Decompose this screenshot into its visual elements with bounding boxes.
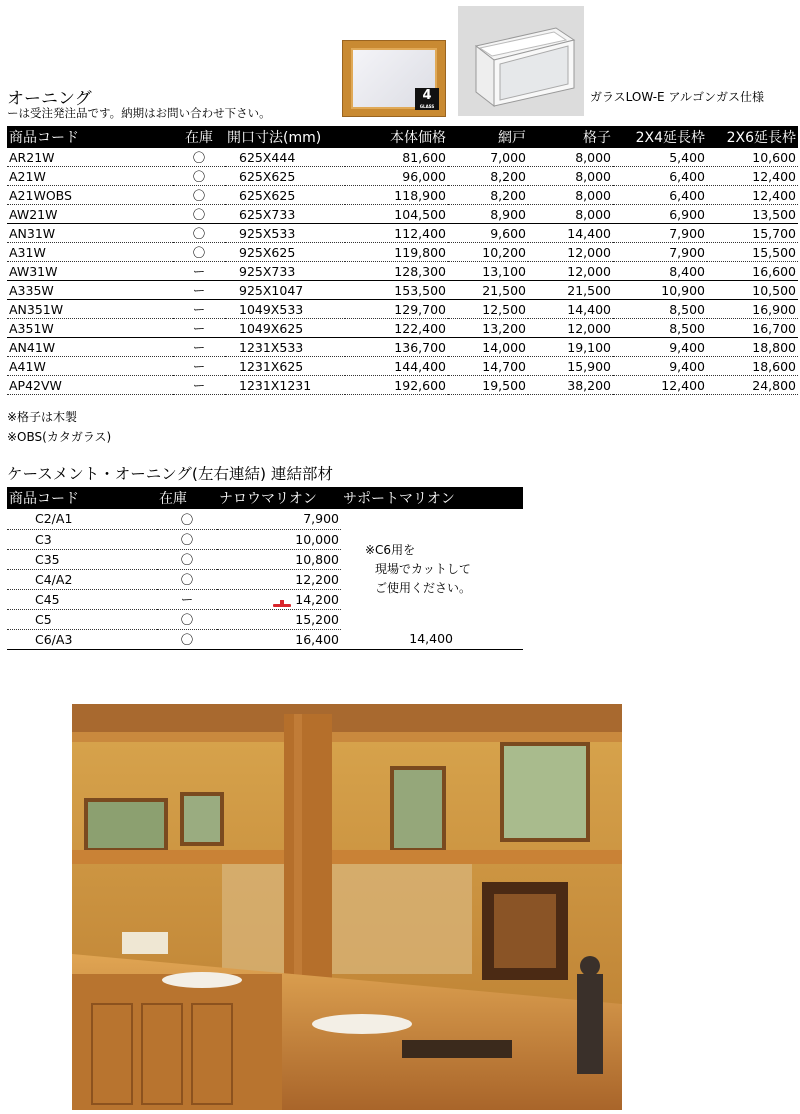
product-code: C4/A2 [7,569,157,589]
screen-price: 12,500 [448,300,528,319]
ext-2x6-price: 16,600 [707,262,798,281]
unit-price: 96,000 [345,167,448,186]
grille-price: 38,200 [528,376,613,395]
grille-price: 14,400 [528,300,613,319]
stamp-icon [271,596,293,605]
footnote-obs: ※OBS(カタガラス) [7,430,112,444]
ext-2x6-price: 10,500 [707,281,798,300]
table-row [7,357,798,376]
support-mullion-price [341,509,523,529]
unit-price: 153,500 [345,281,448,300]
ext-2x4-price: 6,900 [613,205,707,224]
stock-status: ー [173,300,225,319]
table-header-row [7,487,523,509]
col-code: 商品コード [7,487,157,509]
support-mullion-price [341,609,523,629]
ext-2x6-price: 13,500 [707,205,798,224]
product-code: C6/A3 [7,629,157,649]
stock-status: ー [173,319,225,338]
screen-price: 8,900 [448,205,528,224]
narrow-mullion-price: 14,200 [217,589,341,609]
table-row [7,609,523,629]
stock-status: 〇 [173,205,225,224]
unit-price: 129,700 [345,300,448,319]
grille-price: 8,000 [528,167,613,186]
ext-2x4-price: 9,400 [613,357,707,376]
product-code: A21WOBS [7,186,173,205]
narrow-mullion-price: 10,000 [217,529,341,549]
glass-badge-icon: 4 GLASS [415,88,439,110]
screen-price: 13,100 [448,262,528,281]
stock-status: 〇 [173,186,225,205]
table-row [7,300,798,319]
screen-price: 19,500 [448,376,528,395]
grille-price: 12,000 [528,319,613,338]
opening-size: 925X533 [225,224,345,243]
grille-price: 8,000 [528,205,613,224]
product-code: AN41W [7,338,173,357]
ext-2x4-price: 10,900 [613,281,707,300]
stock-status: ー [173,338,225,357]
mullion-title: ケースメント・オーニング(左右連結) 連結部材 [7,465,333,483]
opening-size: 925X625 [225,243,345,262]
table-row [7,167,798,186]
grille-price: 8,000 [528,186,613,205]
ext-2x4-price: 12,400 [613,376,707,395]
col-price: 本体価格 [345,126,448,148]
product-code: AW31W [7,262,173,281]
ext-2x4-price: 8,500 [613,319,707,338]
opening-size: 625X625 [225,186,345,205]
table-row [7,281,798,300]
product-code: C35 [7,549,157,569]
col-grille: 格子 [528,126,613,148]
unit-price: 112,400 [345,224,448,243]
opening-size: 925X733 [225,262,345,281]
col-ext-2x4: 2X4延長枠 [613,126,707,148]
ext-2x6-price: 18,800 [707,338,798,357]
product-code: AN31W [7,224,173,243]
narrow-mullion-price: 7,900 [217,509,341,529]
stock-status: 〇 [157,509,217,529]
table-row [7,629,523,649]
table-row [7,205,798,224]
ext-2x4-price: 6,400 [613,167,707,186]
narrow-mullion-price: 15,200 [217,609,341,629]
table-row [7,509,523,529]
window-frame-diagram-image [458,6,584,116]
ext-2x4-price: 6,400 [613,186,707,205]
opening-size: 625X444 [225,148,345,167]
unit-price: 104,500 [345,205,448,224]
table-row [7,319,798,338]
opening-size: 625X625 [225,167,345,186]
stock-status: 〇 [157,529,217,549]
product-code: A41W [7,357,173,376]
awning-title: オーニング [7,89,92,109]
screen-price: 14,000 [448,338,528,357]
table-row [7,338,798,357]
grille-price: 12,000 [528,243,613,262]
ext-2x6-price: 15,700 [707,224,798,243]
product-code: A31W [7,243,173,262]
stock-status: ー [173,376,225,395]
ext-2x6-price: 18,600 [707,357,798,376]
product-code: AW21W [7,205,173,224]
screen-price: 8,200 [448,167,528,186]
stock-status: 〇 [173,148,225,167]
product-code: A335W [7,281,173,300]
opening-size: 1049X533 [225,300,345,319]
ext-2x4-price: 9,400 [613,338,707,357]
table-row [7,186,798,205]
screen-price: 10,200 [448,243,528,262]
ext-2x4-price: 8,500 [613,300,707,319]
unit-price: 136,700 [345,338,448,357]
grille-price: 21,500 [528,281,613,300]
product-code: C5 [7,609,157,629]
col-code: 商品コード [7,126,173,148]
order-note: ーは受注発注品です。納期はお問い合わせ下さい。 [7,106,271,120]
ext-2x6-price: 10,600 [707,148,798,167]
grille-price: 12,000 [528,262,613,281]
col-narrow-mullion: ナロウマリオン [217,487,341,509]
screen-price: 9,600 [448,224,528,243]
product-code: AP42VW [7,376,173,395]
awning-price-table [7,126,798,395]
opening-size: 1231X533 [225,338,345,357]
table-row [7,262,798,281]
stock-status: 〇 [173,167,225,186]
grille-price: 8,000 [528,148,613,167]
ext-2x6-price: 12,400 [707,186,798,205]
screen-price: 21,500 [448,281,528,300]
grille-price: 19,100 [528,338,613,357]
table-row [7,224,798,243]
glass-spec-note: ガラスLOW-E アルゴンガス仕様 [590,90,764,104]
opening-size: 925X1047 [225,281,345,300]
product-code: A351W [7,319,173,338]
ext-2x6-price: 15,500 [707,243,798,262]
ext-2x6-price: 12,400 [707,167,798,186]
col-stock: 在庫 [173,126,225,148]
support-mullion-price: 14,400 [341,629,523,649]
table-row [7,243,798,262]
c6-cut-note: ※C6用を 現場でカットして ご使用ください。 [365,543,472,595]
col-ext-2x6: 2X6延長枠 [707,126,798,148]
bathroom-interior-photo [72,704,622,1110]
unit-price: 192,600 [345,376,448,395]
opening-size: 1231X1231 [225,376,345,395]
stock-status: ー [157,589,217,609]
ext-2x4-price: 8,400 [613,262,707,281]
awning-window-image [342,40,446,117]
narrow-mullion-price: 16,400 [217,629,341,649]
unit-price: 81,600 [345,148,448,167]
opening-size: 625X733 [225,205,345,224]
stock-status: 〇 [157,629,217,649]
stock-status: 〇 [157,609,217,629]
product-code: AN351W [7,300,173,319]
unit-price: 128,300 [345,262,448,281]
table-header-row [7,126,798,148]
ext-2x4-price: 7,900 [613,243,707,262]
screen-price: 8,200 [448,186,528,205]
col-size: 開口寸法(mm) [225,126,345,148]
narrow-mullion-price: 12,200 [217,569,341,589]
col-stock: 在庫 [157,487,217,509]
table-row [7,376,798,395]
product-code: C45 [7,589,157,609]
opening-size: 1049X625 [225,319,345,338]
ext-2x6-price: 16,900 [707,300,798,319]
col-screen: 網戸 [448,126,528,148]
screen-price: 13,200 [448,319,528,338]
unit-price: 119,800 [345,243,448,262]
narrow-mullion-price: 10,800 [217,549,341,569]
stock-status: ー [173,357,225,376]
screen-price: 7,000 [448,148,528,167]
stock-status: 〇 [173,243,225,262]
ext-2x6-price: 24,800 [707,376,798,395]
screen-price: 14,700 [448,357,528,376]
ext-2x4-price: 5,400 [613,148,707,167]
product-code: C2/A1 [7,509,157,529]
product-code: C3 [7,529,157,549]
unit-price: 118,900 [345,186,448,205]
stock-status: 〇 [157,569,217,589]
table-row [7,148,798,167]
stock-status: ー [173,262,225,281]
product-code: AR21W [7,148,173,167]
grille-price: 15,900 [528,357,613,376]
ext-2x4-price: 7,900 [613,224,707,243]
unit-price: 122,400 [345,319,448,338]
stock-status: 〇 [157,549,217,569]
grille-price: 14,400 [528,224,613,243]
stock-status: ー [173,281,225,300]
stock-status: 〇 [173,224,225,243]
opening-size: 1231X625 [225,357,345,376]
product-code: A21W [7,167,173,186]
col-support-mullion: サポートマリオン [341,487,523,509]
ext-2x6-price: 16,700 [707,319,798,338]
footnote-grille: ※格子は木製 [7,410,78,424]
unit-price: 144,400 [345,357,448,376]
